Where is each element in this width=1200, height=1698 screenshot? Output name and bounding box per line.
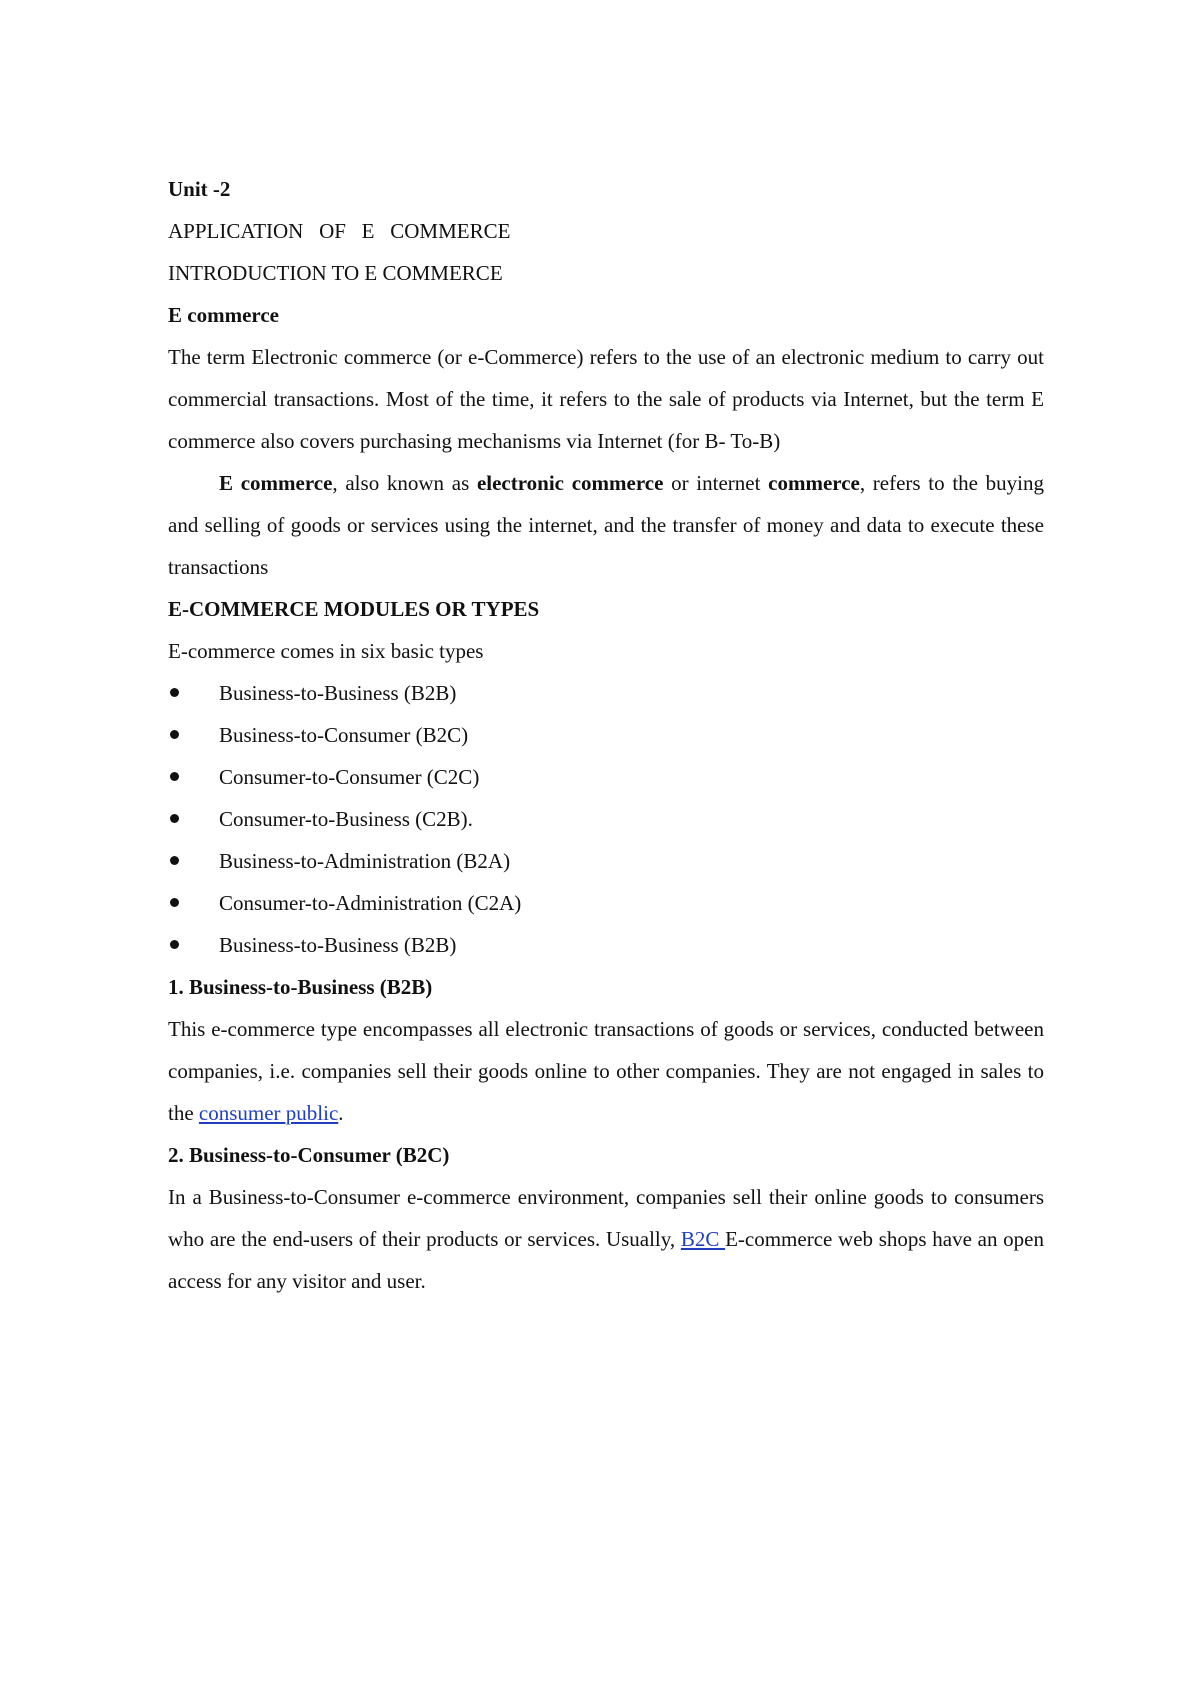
types-heading: E-COMMERCE MODULES OR TYPES (168, 597, 540, 621)
list-item-label: Business-to-Consumer (B2C) (219, 723, 469, 747)
bullet-icon (170, 688, 179, 697)
list-item-label: Business-to-Administration (B2A) (219, 849, 511, 873)
term-commerce: commerce (768, 471, 860, 495)
unit-label: Unit -2 (168, 177, 231, 201)
bullet-icon (170, 730, 179, 739)
paragraph-text: , refers to the buying and selling of goods or services using the internet, and the transfer of money and data to execute these transactions (168, 471, 1045, 579)
paragraph-text: or internet (663, 471, 769, 495)
b2b-paragraph (168, 1008, 1044, 1134)
bullet-icon (170, 940, 179, 949)
types-list (168, 672, 1044, 966)
list-item-label: Consumer-to-Business (C2B). (219, 807, 473, 831)
paragraph-text: This e-commerce type encompasses all electronic transactions of goods or services, conducted between companies, i.e. companies sell their goods online to other companies. They are not engaged in sales to the (168, 1017, 1044, 1125)
paragraph-text: E-commerce web shops have an open access for any visitor and user. (168, 1227, 1044, 1293)
list-item (168, 840, 1044, 882)
term-ecommerce: E commerce (219, 471, 333, 495)
list-item (168, 924, 1044, 966)
document-title: APPLICATION OF E COMMERCE (168, 219, 511, 243)
bullet-icon (170, 898, 179, 907)
bullet-icon (170, 772, 179, 781)
list-item-label: Consumer-to-Consumer (C2C) (219, 765, 480, 789)
list-item (168, 798, 1044, 840)
list-item (168, 756, 1044, 798)
list-item-label: Consumer-to-Administration (C2A) (219, 891, 522, 915)
paragraph-text: , also known as (332, 471, 477, 495)
b2c-heading: 2. Business-to-Consumer (B2C) (168, 1143, 450, 1167)
paragraph-text: . (338, 1101, 344, 1125)
b2b-heading: 1. Business-to-Business (B2B) (168, 975, 433, 999)
document-subtitle: INTRODUCTION TO E COMMERCE (168, 261, 503, 285)
b2c-link[interactable]: B2C (680, 1227, 726, 1251)
list-item-label: Business-to-Business (B2B) (219, 681, 457, 705)
ecommerce-definition-paragraph: The term Electronic commerce (or e-Commerce) refers to the use of an electronic medium to carry out commercial transactions. Most of the time, it refers to the sale of products via Internet, but the term E commerce also covers purchasing mechanisms via Internet (for B- To-B) (168, 345, 1044, 453)
ecommerce-alias-paragraph (168, 462, 1044, 588)
term-electronic-commerce: electronic commerce (476, 471, 664, 495)
b2c-paragraph (168, 1176, 1044, 1302)
paragraph-text: In a Business-to-Consumer e-commerce environment, companies sell their online goods to consumers who are the end-users of their products or services. Usually, (168, 1185, 1044, 1251)
list-item (168, 714, 1044, 756)
document-page (168, 168, 1044, 1302)
list-item (168, 672, 1044, 714)
list-item-label: Business-to-Business (B2B) (219, 933, 457, 957)
ecommerce-heading: E commerce (168, 303, 279, 327)
types-intro: E-commerce comes in six basic types (168, 639, 484, 663)
consumer-public-link[interactable]: consumer public (198, 1101, 339, 1125)
list-item (168, 882, 1044, 924)
bullet-icon (170, 814, 179, 823)
bullet-icon (170, 856, 179, 865)
